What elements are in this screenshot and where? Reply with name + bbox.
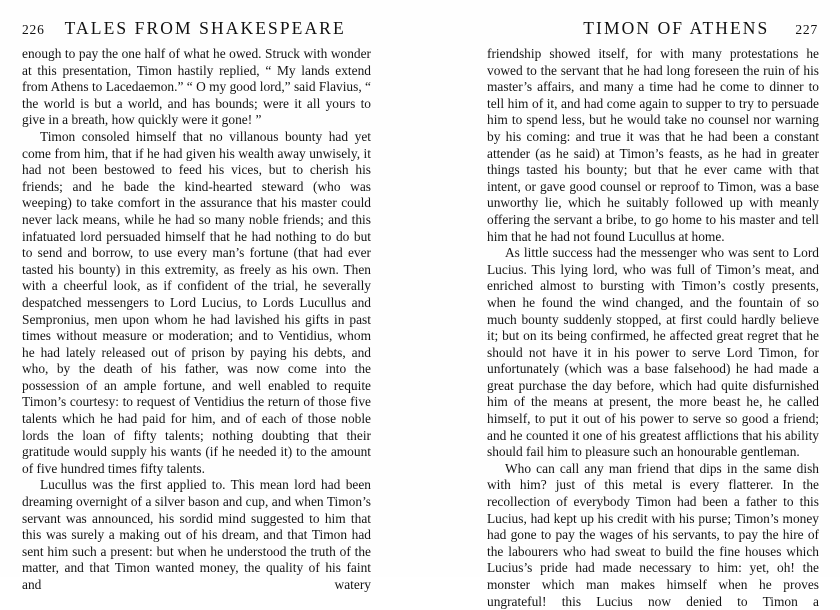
running-head-right (468, 18, 818, 40)
text-column-right (487, 46, 819, 610)
running-head-title-right: TIMON OF ATHENS (583, 18, 770, 38)
running-head-title-left: TALES FROM SHAKESPEARE (64, 18, 346, 38)
paragraph: enough to pay the one half of what he owed. Struck with wonder at this presentation, Timon hastily replied, “ My lands extend from Athens to Lacedaemon.” “ O my good lord,” said Flavius, “ the world is but a world, and has bounds; were it all yours to give in a breath, how quickly were it gone! ” (22, 46, 371, 128)
text-column-left (22, 46, 371, 594)
paragraph: Timon consoled himself that no villanous bounty had yet come from him, that if he had given his wealth away unwisely, it had not been bestowed to feed his vices, but to cherish his friends; and he bade the kind-hearted steward (who was weeping) to take comfort in the assurance that his master could never lack means, while he had so many noble friends; and this infatuated lord persuaded himself that he had nothing to do but to send and borrow, to use every man’s fortune (that had ever tasted his bounty) in this extremity, as freely as his own. Then with a cheerful look, as if confident of the trial, he severally despatched messengers to Lord Lucius, to Lords Lucullus and Sempronius, men upon whom he had lavished his gifts in past times without measure or moderation; and to Ventidius, whom he had lately released out of prison by paying his debts, and who, by the death of his father, was now come into the possession of an ample fortune, and well enabled to requite Timon’s courtesy: to request of Ventidius the return of those five talents which he had paid for him, and of each of those noble lords the loan of fifty talents; nothing doubting that their gratitude would supply his wants (if he needed it) to the amount of five hundred times fifty talents. (22, 128, 371, 476)
page-number-right: 227 (795, 22, 818, 37)
paragraph: Who can call any man friend that dips in the same dish with him? just of this metal is every flatterer. In the recollection of everybody Timon had been a father to this Lucius, had kept up his credit with his purse; Timon’s money had gone to pay the wages of his servants, to pay the hire of the labourers who had sweat to build the fine houses which Lucius’s pride had made necessary to him: yet, oh! the monster which man makes himself when he proves ungrateful! this Lucius now denied to Timon a (487, 460, 819, 609)
paragraph: As little success had the messenger who was sent to Lord Lucius. This lying lord, who was full of Timon’s meat, and enriched almost to bursting with Timon’s costly presents, when he found the wind changed, and the fountain of so much bounty suddenly stopped, at first could hardly believe it; but on its being confirmed, he affected great regret that he should not have it in his power to serve Lord Timon, for unfortunately (which was a base falsehood) he had made a great purchase the day before, which had quite disfurnished him of the means at present, the more beast he, he called himself, to put it out of his power to serve so good a friend; and he counted it one of his greatest afflictions that his ability should fail him to pleasure such an honourable gentleman. (487, 245, 819, 460)
paragraph: Lucullus was the first applied to. This mean lord had been dreaming overnight of a silver bason and cup, and when Timon’s servant was announced, his sordid mind suggested to him that this was surely a making out of his dream, and that Timon had sent him such a present: but when he understood the truth of the matter, and that Timon wanted money, the quality of his faint and watery (22, 477, 371, 592)
paragraph: friendship showed itself, for with many protestations he vowed to the servant that he had long foreseen the ruin of his master’s affairs, and many a time had he come to dinner to tell him of it, and had come again to supper to try to persuade him to spend less, but he would take no counsel nor warning by his coming: and true it was that he had been a constant attender (as he said) at Timon’s feasts, as he had in greater things tasted his bounty; but that he ever came with that intent, or gave good counsel or reproof to Timon, was a base unworthy lie, which he suitably followed up with meanly offering the servant a bribe, to go home to his master and tell him that he had not found Lucullus at home. (487, 46, 819, 244)
page-number-left: 226 (22, 22, 45, 37)
running-head-left (22, 18, 372, 40)
